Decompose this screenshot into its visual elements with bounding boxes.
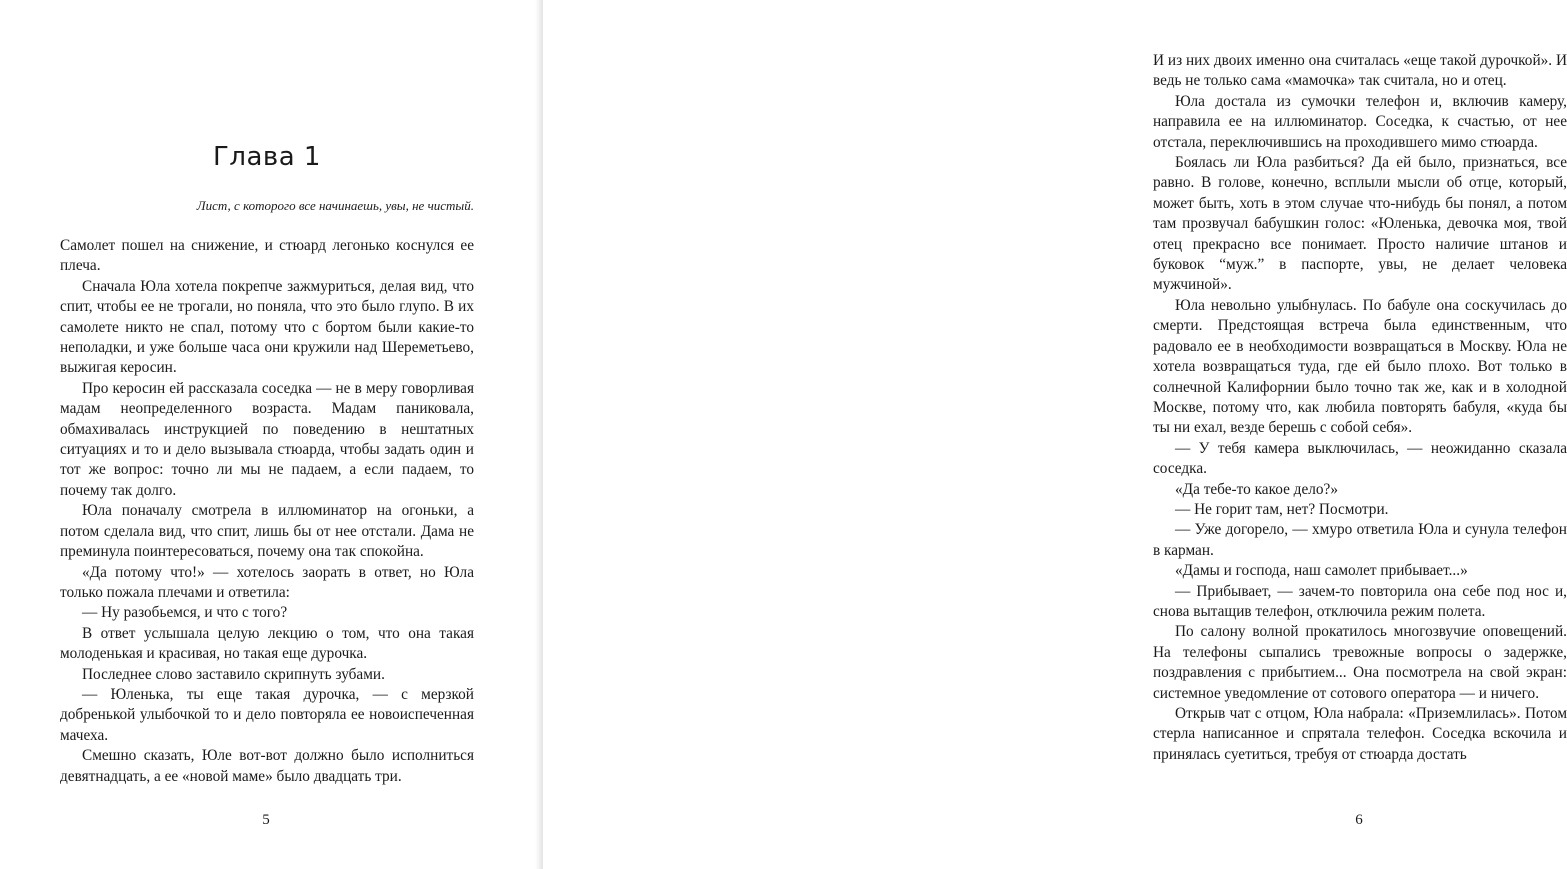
page-number-left: 5 xyxy=(262,812,270,828)
paragraph: «Да потому что!» — хотелось заорать в ответ, но Юла только пожала плечами и ответила: xyxy=(60,563,474,601)
paragraph: Открыв чат с отцом, Юла набрала: «Приземлилась». Потом стерла написанное и спрятала телефон. Соседка вскочила и принялась суетиться, требуя от стюарда достать xyxy=(1153,705,1567,763)
left-page xyxy=(0,0,540,869)
paragraph: — Уже догорело, — хмуро ответила Юла и сунула телефон в карман. xyxy=(1153,521,1567,559)
paragraph: — Юленька, ты еще такая дурочка, — с мерзкой добренькой улыбочкой то и дело повторяла ее новоиспеченная мачеха. xyxy=(60,685,474,744)
paragraph: Смешно сказать, Юле вот-вот должно было исполниться девятнадцать, а ее «новой маме» было двадцать три. xyxy=(60,747,474,785)
paragraph: В ответ услышала целую лекцию о том, что она такая молоденькая и красивая, но такая еще дурочка. xyxy=(60,624,474,663)
paragraph: Самолет пошел на снижение, и стюард легонько коснулся ее плеча. xyxy=(60,237,474,275)
chapter-title: Глава 1 xyxy=(213,142,321,172)
paragraph: Боялась ли Юла разбиться? Да ей было, признаться, все равно. В голове, конечно, всплыли мысли об отце, который, может быть, хоть в этом случае что-нибудь бы понял, а потом там прозвучал бабушкин голос: «Юленька, девочка моя, твой отец прекрасно все понимает. Просто наличие штанов и буковок “муж.” в паспорте, увы, не делает человека мужчиной». xyxy=(1153,154,1567,294)
right-page-text xyxy=(1153,51,1567,765)
paragraph: Сначала Юла хотела покрепче зажмуриться, делая вид, что спит, чтобы ее не трогали, но поняла, что это было глупо. В их самолете никто не спал, потому что с бортом были какие-то неполадки, и уже больше часа они кружили над Шереметьево, выжигая керосин. xyxy=(60,277,474,377)
paragraph: «Дамы и господа, наш самолет прибывает...» xyxy=(1175,562,1468,580)
paragraph: Юла невольно улыбнулась. По бабуле она соскучилась до смерти. Предстоящая встреча была единственным, что радовало ее в необходимости возвращаться в Москву. Юла не хотела возвращаться туда, где ей было плохо. Вот только в солнечной Калифорнии было точно так же, как и в холодной Москве, потому что, как любила повторять бабуля, «куда бы ты ни ехал, везде берешь с собой себя». xyxy=(1153,296,1567,437)
paragraph: — Прибывает, — зачем-то повторила она себе под нос и, снова вытащив телефон, отключила режим полета. xyxy=(1153,582,1567,620)
paragraph: Про керосин ей рассказала соседка — не в меру говорливая мадам неопределенного возраста. Мадам паниковала, обмахивалась инструкцией по поведению в нештатных ситуациях и то и дело вызывала стюарда, чтобы задать один и тот же вопрос: точно ли мы не падаем, а если падаем, то почему так долго. xyxy=(60,379,474,499)
paragraph: — Не горит там, нет? Посмотри. xyxy=(1175,500,1389,518)
left-page-text xyxy=(60,236,474,787)
paragraph: — Ну разобьемся, и что с того? xyxy=(82,604,288,622)
right-page xyxy=(543,0,1567,869)
paragraph: Последнее слово заставило скрипнуть зубами. xyxy=(82,665,385,683)
page-number-right: 6 xyxy=(1355,812,1363,828)
paragraph: Юла достала из сумочки телефон и, включив камеру, направила ее на иллюминатор. Соседка, к счастью, от нее отстала, переключившись на проходившего мимо стюарда. xyxy=(1153,92,1567,151)
paragraph: По салону волной прокатилось многозвучие оповещений. На телефоны сыпались тревожные вопросы о задержке, поздравления с прибытием... Она посмотрела на свой экран: системное уведомление от сотового оператора — и ничего. xyxy=(1153,623,1567,702)
paragraph: «Да тебе-то какое дело?» xyxy=(1175,480,1338,498)
paragraph: — У тебя камера выключилась, — неожиданно сказала соседка. xyxy=(1153,439,1567,478)
epigraph: Лист, с которого все начинаешь, увы, не чистый. xyxy=(196,198,474,213)
paragraph: Юла поначалу смотрела в иллюминатор на огоньки, а потом сделала вид, что спит, лишь бы от нее отстали. Дама не преминула поинтересоваться, почему она так спокойна. xyxy=(60,502,474,561)
paragraph: И из них двоих именно она считалась «еще такой дурочкой». И ведь не только сама «мамочка» так считала, но и отец. xyxy=(1153,52,1567,90)
